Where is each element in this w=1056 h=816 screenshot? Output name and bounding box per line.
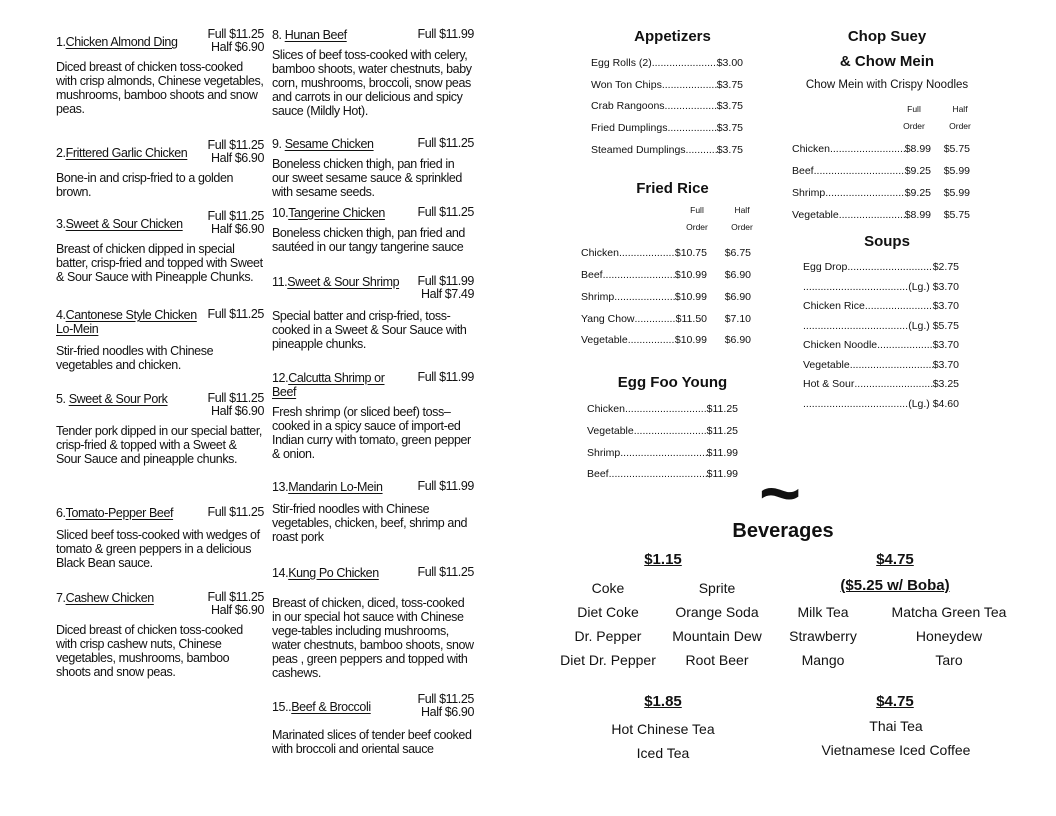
full-price: Full $11.25 <box>417 565 474 579</box>
menu-item <box>272 566 474 680</box>
half-price: Half $6.90 <box>211 222 264 236</box>
menu-item <box>56 392 264 466</box>
full-price: Full $11.25 <box>207 209 264 223</box>
item-name: Chicken <box>587 403 625 415</box>
header-line: Full <box>690 205 704 215</box>
full-price: Full $11.99 <box>417 479 474 493</box>
price-row <box>591 122 743 134</box>
item-price: $3.70 <box>932 359 959 371</box>
item-price: $3.75 <box>716 144 743 156</box>
beverage-item: Strawberry <box>789 628 857 644</box>
price-row <box>792 187 970 199</box>
header-line: Half <box>734 205 750 215</box>
full-price: Full $11.25 <box>207 590 264 604</box>
full-price: Full $11.99 <box>417 370 474 384</box>
item-name: Vegetable <box>803 359 850 371</box>
item-description: Boneless chicken thigh, pan fried and sautéed in our tangy tangerine sauce <box>272 226 465 254</box>
item-name: Egg Rolls (2) <box>591 57 652 69</box>
item-number: 10. <box>272 206 289 220</box>
beverage-item: Iced Tea <box>636 745 690 761</box>
item-price: (Lg.) $3.70 <box>908 281 959 293</box>
item-number: 9. <box>272 137 285 151</box>
beverage-item: Honeydew <box>915 628 983 644</box>
menu-item <box>56 591 264 679</box>
menu-item <box>272 275 474 351</box>
group-price: $1.85 <box>644 693 682 710</box>
item-name: Sesame Chicken <box>284 137 374 151</box>
item-name: Steamed Dumplings <box>591 144 686 156</box>
price-row <box>792 143 970 155</box>
item-name: Sweet & Sour Pork <box>68 392 168 406</box>
half-price: $6.75 <box>724 247 751 259</box>
item-name: Yang Chow <box>581 313 635 325</box>
item-price: $3.75 <box>716 122 743 134</box>
menu-item <box>56 138 264 199</box>
item-name: Shrimp <box>587 447 621 459</box>
full-price: Full $11.25 <box>207 307 264 321</box>
item-name: Kung Po Chicken <box>288 566 379 580</box>
item-description: Stir-fried noodles with Chinese vegetables, chicken, beef, shrimp and roast pork <box>272 502 468 544</box>
item-name: Sweet & Sour Shrimp <box>287 275 400 289</box>
item-number: 4. <box>56 308 66 322</box>
price-row <box>587 403 738 415</box>
beverage-item: Mountain Dew <box>672 628 762 644</box>
item-name: Tangerine Chicken <box>288 206 385 220</box>
section-title: Egg Foo Young <box>617 374 728 391</box>
item-price: $11.25 <box>706 403 738 415</box>
item-number: 15.. <box>272 700 292 714</box>
full-price: Full $11.25 <box>207 505 264 519</box>
half-price: Half $6.90 <box>211 404 264 418</box>
price-row <box>591 100 743 112</box>
half-price: $7.10 <box>724 313 751 325</box>
item-price: (Lg.) $4.60 <box>908 398 959 410</box>
item-name: Cantonese Style Chicken Lo-Mein <box>56 308 197 336</box>
full-price: Full $11.25 <box>207 27 264 41</box>
item-number: 11. <box>272 275 288 289</box>
beverage-item: Hot Chinese Tea <box>611 721 715 737</box>
full-price: $11.50 <box>675 313 707 325</box>
price-row <box>581 247 751 259</box>
half-price: Half $6.90 <box>211 151 264 165</box>
full-price: Full $11.99 <box>417 274 474 288</box>
item-name: Beef <box>587 468 609 480</box>
section-title: Soups <box>864 233 910 250</box>
price-row <box>581 313 751 325</box>
half-price: $6.90 <box>724 291 751 303</box>
half-price: $5.75 <box>943 209 970 221</box>
full-order-header <box>896 101 932 135</box>
header-line: Order <box>949 121 971 131</box>
menu-item <box>272 206 474 254</box>
item-description: Stir-fried noodles with Chinese vegetables and chicken. <box>56 344 214 372</box>
price-row <box>581 334 751 346</box>
group-price-note: ($5.25 w/ Boba) <box>840 577 950 594</box>
item-price: (Lg.) $5.75 <box>908 320 959 332</box>
price-row <box>803 261 959 273</box>
price-row <box>792 209 970 221</box>
full-price: $10.75 <box>674 247 707 259</box>
full-price: $8.99 <box>904 143 931 155</box>
item-description: Special batter and crisp-fried, toss-cooked in a Sweet & Sour Sauce with pineapple chunks. <box>272 309 467 351</box>
item-description: Diced breast of chicken toss-cooked with crisp cashew nuts, Chinese vegetables, mushrooms, bamboo shoots and snow peas. <box>56 623 243 679</box>
item-number: 8. <box>272 28 285 42</box>
item-name: Tomato-Pepper Beef <box>65 506 174 520</box>
item-name: Beef <box>792 165 814 177</box>
menu-item <box>272 137 474 199</box>
beverage-item: Mango <box>801 652 845 668</box>
item-price: $3.70 <box>932 339 959 351</box>
beverage-item: Sprite <box>698 580 736 596</box>
menu-item <box>56 209 264 284</box>
price-row <box>803 300 959 312</box>
item-price: $3.00 <box>716 57 743 69</box>
item-description: Boneless chicken thigh, pan fried in our sweet sesame sauce & sprinkled with sesame seeds. <box>272 157 462 199</box>
beverage-item: Milk Tea <box>797 604 849 620</box>
item-number: 1. <box>56 35 66 49</box>
full-price: $9.25 <box>904 165 931 177</box>
price-row <box>587 468 738 480</box>
header-line: Half <box>952 104 968 114</box>
item-name: Chicken Noodle <box>803 339 878 351</box>
beverage-item: Orange Soda <box>675 604 759 620</box>
half-price: Half $6.90 <box>211 40 264 54</box>
group-price: $4.75 <box>876 551 914 568</box>
item-number: 7. <box>56 591 66 605</box>
section-title: Appetizers <box>634 28 711 45</box>
menu-item <box>272 692 474 756</box>
beverage-item: Taro <box>935 652 963 668</box>
header-line: Order <box>686 222 708 232</box>
item-price: $11.99 <box>706 468 738 480</box>
menu-item <box>272 28 474 118</box>
full-price: Full $11.25 <box>207 391 264 405</box>
full-price: $10.99 <box>674 334 707 346</box>
header-line: Order <box>903 121 925 131</box>
item-name: Beef <box>581 269 603 281</box>
half-price: $6.90 <box>724 269 751 281</box>
item-description: Marinated slices of tender beef cooked with broccoli and oriental sauce <box>272 728 472 756</box>
item-description: Slices of beef toss-cooked with celery, bamboo shoots, water chestnuts, baby corn, mushrooms, broccoli, snow peas and carrots in our delicious and spicy sauce (Mildly Hot). <box>272 48 472 118</box>
half-price: $5.99 <box>943 187 970 199</box>
half-price: Half $6.90 <box>211 603 264 617</box>
menu-item <box>56 308 264 372</box>
item-name: Frittered Garlic Chicken <box>65 146 188 160</box>
item-description: Breast of chicken, diced, toss-cooked in our special hot sauce with Chinese vege-tables including mushrooms, water chestnuts, bamboo shoots, snow peas , green peppers and topped with cashews. <box>272 596 474 680</box>
item-number: 12. <box>272 371 289 385</box>
item-description: Fresh shrimp (or sliced beef) toss– cooked in a spicy sauce of import-ed Indian curry with tomato, green pepper & onion. <box>272 405 471 461</box>
price-row <box>803 281 959 293</box>
beverage-item: Vietnamese Iced Coffee <box>821 742 971 758</box>
item-name: Beef & Broccoli <box>291 700 371 714</box>
price-row <box>803 398 959 410</box>
beverage-item: Coke <box>591 580 625 596</box>
item-number: 5. <box>56 392 69 406</box>
item-price: $2.75 <box>932 261 959 273</box>
item-name: Chicken Almond Ding <box>65 35 178 49</box>
group-price: $1.15 <box>644 551 682 568</box>
item-name: Chicken <box>792 143 830 155</box>
item-name: Vegetable <box>792 209 839 221</box>
item-price: $3.75 <box>716 79 743 91</box>
full-price: Full $11.99 <box>417 27 474 41</box>
full-price: Full $11.25 <box>417 692 474 706</box>
menu-item <box>56 506 264 570</box>
item-name: Chicken Rice <box>803 300 865 312</box>
item-description: Tender pork dipped in our special batter, crisp-fried & topped with a Sweet & Sour Sauce and pineapple chunks. <box>56 424 262 466</box>
menu-item <box>272 371 474 461</box>
header-line: Order <box>731 222 753 232</box>
item-name: Crab Rangoons <box>591 100 665 112</box>
section-title: & Chow Mein <box>839 53 935 70</box>
item-name: Mandarin Lo-Mein <box>288 480 383 494</box>
beverage-item: Dr. Pepper <box>574 628 642 644</box>
half-price: Half $6.90 <box>421 705 474 719</box>
item-number: 2. <box>56 146 66 160</box>
item-name: Hot & Sour <box>803 378 855 390</box>
half-order-header <box>942 101 978 135</box>
full-order-header <box>679 202 715 236</box>
section-title: Beverages <box>732 520 834 542</box>
item-name: Hunan Beef <box>284 28 347 42</box>
price-row <box>792 165 970 177</box>
full-price: Full $11.25 <box>417 136 474 150</box>
item-description: Breast of chicken dipped in special batter, crisp-fried and topped with Sweet & Sour Sauce with Pineapple Chunks. <box>56 242 263 284</box>
item-number: 6. <box>56 506 66 520</box>
item-price: $11.25 <box>706 425 738 437</box>
item-number: 13. <box>272 480 289 494</box>
full-price: Full $11.25 <box>417 205 474 219</box>
item-price: $3.70 <box>932 300 959 312</box>
item-number: 3. <box>56 217 66 231</box>
tilde-ornament: ~ <box>758 454 802 534</box>
item-name: Calcutta Shrimp or Beef <box>272 371 385 399</box>
price-row <box>581 269 751 281</box>
full-price: Full $11.25 <box>207 138 264 152</box>
half-price: $5.99 <box>943 165 970 177</box>
price-row <box>803 320 959 332</box>
half-price: $6.90 <box>724 334 751 346</box>
section-title: Chop Suey <box>847 28 927 45</box>
menu-item <box>272 480 474 544</box>
section-title: Fried Rice <box>636 180 709 197</box>
item-name: Won Ton Chips <box>591 79 662 91</box>
full-price: $10.99 <box>674 291 707 303</box>
item-name: Egg Drop <box>803 261 848 273</box>
beverage-item: Thai Tea <box>869 718 923 734</box>
item-description: Diced breast of chicken toss-cooked with crisp almonds, Chinese vegetables, mushrooms, bamboo shoots and snow peas. <box>56 60 264 116</box>
menu-item <box>56 27 264 116</box>
half-price: Half $7.49 <box>421 287 474 301</box>
beverage-item: Root Beer <box>685 652 749 668</box>
price-row <box>587 425 738 437</box>
item-name: Vegetable <box>587 425 634 437</box>
item-name: Shrimp <box>792 187 826 199</box>
item-price: $3.25 <box>932 378 959 390</box>
full-price: $9.25 <box>904 187 931 199</box>
item-name: Vegetable <box>581 334 628 346</box>
section-subtitle: Chow Mein with Crispy Noodles <box>805 79 969 91</box>
price-row <box>803 359 959 371</box>
price-row <box>803 339 959 351</box>
item-price: $3.75 <box>716 100 743 112</box>
price-row <box>591 79 743 91</box>
full-price: $10.99 <box>674 269 707 281</box>
price-row <box>803 378 959 390</box>
beverage-item: Diet Coke <box>577 604 639 620</box>
half-price: $5.75 <box>943 143 970 155</box>
beverage-item: Diet Dr. Pepper <box>560 652 656 668</box>
full-price: $8.99 <box>904 209 931 221</box>
half-order-header <box>724 202 760 236</box>
item-name: Fried Dumplings <box>591 122 668 134</box>
item-name: Shrimp <box>581 291 615 303</box>
price-row <box>591 57 743 69</box>
header-line: Full <box>907 104 921 114</box>
beverage-item: Matcha Green Tea <box>891 604 1007 620</box>
price-row <box>587 447 738 459</box>
price-row <box>581 291 751 303</box>
group-price: $4.75 <box>876 693 914 710</box>
price-row <box>591 144 743 156</box>
item-name: Sweet & Sour Chicken <box>65 217 183 231</box>
item-number: 14. <box>272 566 289 580</box>
item-name: Chicken <box>581 247 619 259</box>
item-description: Bone-in and crisp-fried to a golden brown. <box>56 171 234 199</box>
item-description: Sliced beef toss-cooked with wedges of tomato & green peppers in a delicious Black Bean sauce. <box>56 528 260 570</box>
item-price: $11.99 <box>706 447 738 459</box>
item-name: Cashew Chicken <box>65 591 154 605</box>
